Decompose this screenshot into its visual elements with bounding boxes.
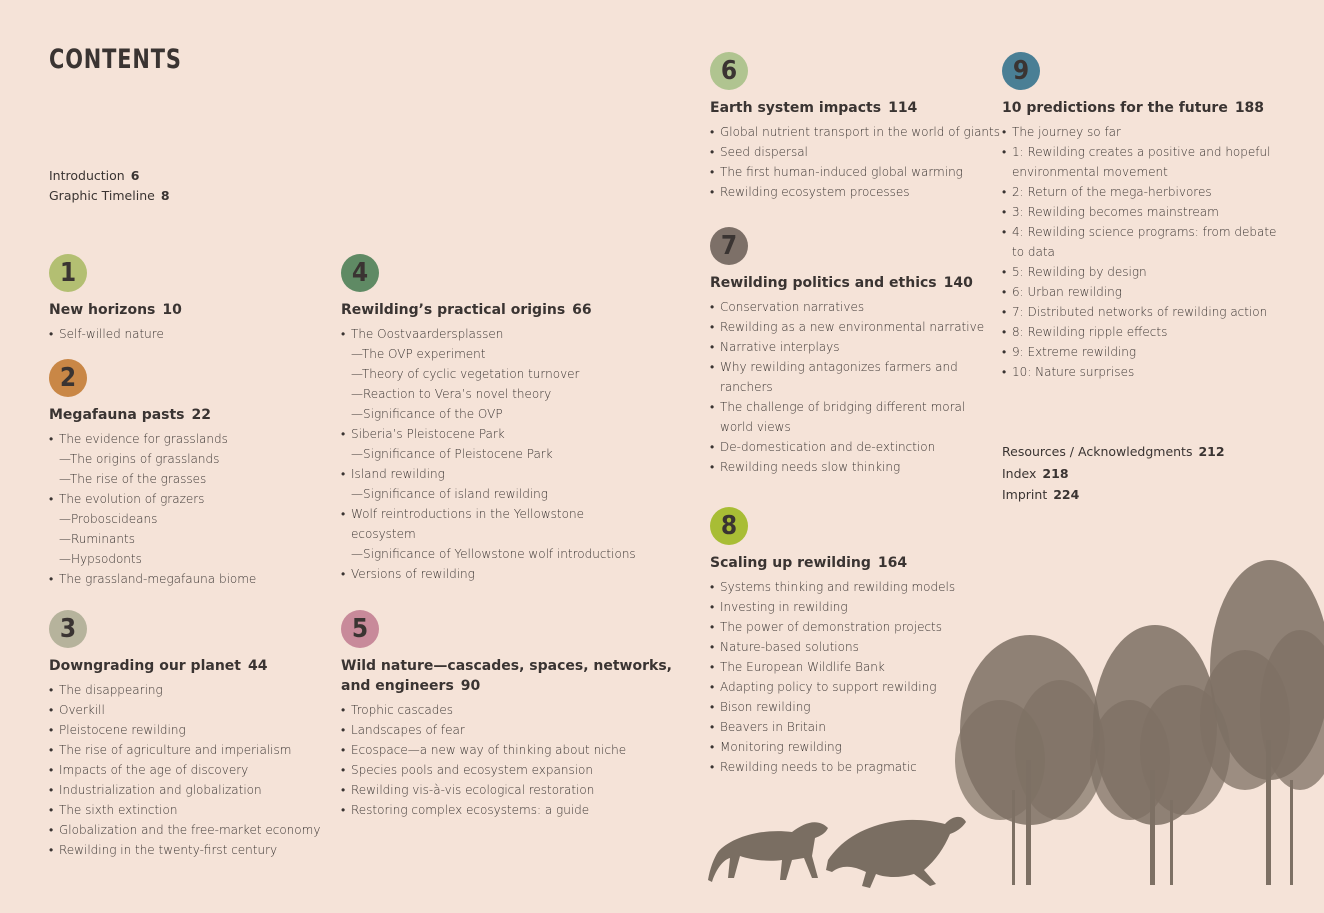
section-item: • Rewilding needs to be pragmatic bbox=[710, 757, 955, 777]
section-item: • Overkill bbox=[49, 700, 320, 720]
section-item: • Restoring complex ecosystems: a guide bbox=[341, 800, 672, 820]
frontmatter-list bbox=[49, 166, 170, 205]
chapter-number-badge: 6 bbox=[710, 52, 748, 90]
chapter-title-text: Rewilding politics and ethics bbox=[710, 275, 937, 291]
chapter-number-badge: 1 bbox=[49, 254, 87, 292]
section-item: • Global nutrient transport in the world of giants bbox=[710, 122, 1000, 142]
section-item: • Bison rewilding bbox=[710, 697, 955, 717]
chapter-5 bbox=[341, 610, 672, 820]
section-item: • Seed dispersal bbox=[710, 142, 1000, 162]
entry-page: 6 bbox=[130, 168, 140, 183]
section-item: • The first human-induced global warming bbox=[710, 162, 1000, 182]
subsection-item: —Proboscideans bbox=[59, 512, 158, 526]
section-item: • Nature-based solutions bbox=[710, 637, 955, 657]
section-item: • Ecospace—a new way of thinking about niche bbox=[341, 740, 672, 760]
subsection-item: —Hypsodonts bbox=[59, 552, 142, 566]
section-item: • Impacts of the age of discovery bbox=[49, 760, 320, 780]
chapter-7 bbox=[710, 227, 984, 477]
subsection-item: —Significance of Pleistocene Park bbox=[351, 447, 553, 461]
page-title: CONTENTS bbox=[49, 44, 182, 75]
section-item: • The sixth extinction bbox=[49, 800, 320, 820]
section-item: • 7: Distributed networks of rewilding action bbox=[1002, 302, 1276, 322]
section-item: • The rise of agriculture and imperialism bbox=[49, 740, 320, 760]
backmatter-entry bbox=[1002, 484, 1225, 506]
section-item: • Investing in rewilding bbox=[710, 597, 955, 617]
chapter-section-list bbox=[1002, 122, 1276, 382]
section-item: • Conservation narratives bbox=[710, 297, 984, 317]
subsection-item: —Significance of island rewilding bbox=[351, 487, 548, 501]
section-item: • Rewilding as a new environmental narrative bbox=[710, 317, 984, 337]
subsection-item: —Significance of the OVP bbox=[351, 407, 503, 421]
section-item: • The Oostvaardersplassen bbox=[341, 324, 636, 344]
section-item: • Monitoring rewilding bbox=[710, 737, 955, 757]
section-item: • Siberia’s Pleistocene Park bbox=[341, 424, 636, 444]
chapter-number-badge: 9 bbox=[1002, 52, 1040, 90]
section-item: • 9: Extreme rewilding bbox=[1002, 342, 1276, 362]
chapter-section-list bbox=[49, 429, 256, 589]
section-item: • The evidence for grasslands bbox=[49, 429, 256, 449]
chapter-page-number: 66 bbox=[572, 302, 592, 318]
section-item: • Pleistocene rewilding bbox=[49, 720, 320, 740]
section-item: • Wolf reintroductions in the Yellowstone bbox=[341, 504, 636, 524]
entry-page: 224 bbox=[1053, 487, 1080, 502]
section-item: • Trophic cascades bbox=[341, 700, 672, 720]
chapter-6 bbox=[710, 52, 1000, 202]
chapter-title-text: and engineers bbox=[341, 678, 454, 694]
section-item: • 8: Rewilding ripple effects bbox=[1002, 322, 1276, 342]
chapter-number-badge: 3 bbox=[49, 610, 87, 648]
section-item: • The evolution of grazers bbox=[49, 489, 256, 509]
chapter-number-badge: 5 bbox=[341, 610, 379, 648]
subsection-item: —The OVP experiment bbox=[351, 347, 486, 361]
chapter-title-text: Rewilding’s practical origins bbox=[341, 302, 566, 318]
tree-silhouettes bbox=[955, 560, 1324, 885]
entry-label: Graphic Timeline bbox=[49, 187, 155, 203]
entry-label: Resources / Acknowledgments bbox=[1002, 444, 1193, 459]
wolf-silhouettes bbox=[708, 817, 966, 888]
chapter-1 bbox=[49, 254, 182, 344]
chapter-number-badge: 4 bbox=[341, 254, 379, 292]
section-item: • Beavers in Britain bbox=[710, 717, 955, 737]
chapter-page-number: 114 bbox=[888, 100, 918, 116]
section-item: • 10: Nature surprises bbox=[1002, 362, 1276, 382]
chapter-page-number: 140 bbox=[943, 275, 973, 291]
section-item: • De-domestication and de-extinction bbox=[710, 437, 984, 457]
subsection-item: environmental movement bbox=[1012, 165, 1168, 179]
chapter-2 bbox=[49, 359, 256, 589]
chapter-section-list bbox=[49, 680, 320, 860]
chapter-title bbox=[341, 656, 672, 696]
subsection-item: —Ruminants bbox=[59, 532, 135, 546]
section-item: • 2: Return of the mega-herbivores bbox=[1002, 182, 1276, 202]
section-item: • The disappearing bbox=[49, 680, 320, 700]
chapter-number-badge: 7 bbox=[710, 227, 748, 265]
section-item: • Rewilding in the twenty-first century bbox=[49, 840, 320, 860]
section-item: • 5: Rewilding by design bbox=[1002, 262, 1276, 282]
chapter-number-badge: 8 bbox=[710, 507, 748, 545]
chapter-title-text: 10 predictions for the future bbox=[1002, 100, 1228, 116]
section-item: • Globalization and the free-market economy bbox=[49, 820, 320, 840]
subsection-item: ranchers bbox=[720, 380, 773, 394]
chapter-title-text: Wild nature—cascades, spaces, networks, bbox=[341, 658, 672, 674]
entry-page: 8 bbox=[160, 187, 170, 203]
entry-page: 212 bbox=[1198, 444, 1225, 459]
entry-page: 218 bbox=[1042, 465, 1069, 481]
entry-label: Imprint bbox=[1002, 487, 1048, 502]
subsection-item: ecosystem bbox=[351, 527, 416, 541]
frontmatter-entry bbox=[49, 166, 170, 186]
chapter-page-number: 44 bbox=[247, 658, 268, 674]
chapter-9 bbox=[1002, 52, 1276, 382]
chapter-section-list bbox=[49, 324, 182, 344]
section-item: • The grassland-megafauna biome bbox=[49, 569, 256, 589]
chapter-title-text: Earth system impacts bbox=[710, 100, 882, 116]
section-item: • 3: Rewilding becomes mainstream bbox=[1002, 202, 1276, 222]
section-item: • 6: Urban rewilding bbox=[1002, 282, 1276, 302]
section-item: • The power of demonstration projects bbox=[710, 617, 955, 637]
subsection-item: —Reaction to Vera’s novel theory bbox=[351, 387, 552, 401]
chapter-page-number: 164 bbox=[877, 555, 908, 571]
section-item: • Adapting policy to support rewilding bbox=[710, 677, 955, 697]
chapter-section-list bbox=[710, 297, 984, 477]
chapter-title-text: Scaling up rewilding bbox=[710, 555, 871, 571]
section-item: • Self-willed nature bbox=[49, 324, 182, 344]
chapter-title-text: Downgrading our planet bbox=[49, 658, 241, 674]
entry-label: Index bbox=[1002, 465, 1037, 481]
section-item: • The European Wildlife Bank bbox=[710, 657, 955, 677]
section-item: • Narrative interplays bbox=[710, 337, 984, 357]
section-item: • Rewilding ecosystem processes bbox=[710, 182, 1000, 202]
chapter-section-list bbox=[341, 324, 636, 584]
chapter-page-number: 22 bbox=[191, 407, 211, 423]
chapter-page-number: 188 bbox=[1234, 100, 1265, 116]
subsection-item: —Theory of cyclic vegetation turnover bbox=[351, 367, 580, 381]
trees-and-wolves-illustration bbox=[700, 560, 1324, 913]
section-item: • 4: Rewilding science programs: from debate bbox=[1002, 222, 1276, 242]
chapter-3 bbox=[49, 610, 320, 860]
chapter-section-list bbox=[710, 122, 1000, 202]
subsection-item: world views bbox=[720, 420, 791, 434]
frontmatter-entry bbox=[49, 186, 170, 206]
section-item: • Rewilding needs slow thinking bbox=[710, 457, 984, 477]
backmatter-list bbox=[1002, 441, 1225, 506]
chapter-title-text: New horizons bbox=[49, 302, 156, 318]
chapter-title bbox=[49, 405, 256, 425]
entry-label: Introduction bbox=[49, 168, 125, 183]
section-item: • 1: Rewilding creates a positive and hopeful bbox=[1002, 142, 1276, 162]
chapter-section-list bbox=[341, 700, 672, 820]
section-item: • Industrialization and globalization bbox=[49, 780, 320, 800]
chapter-title bbox=[710, 98, 1000, 118]
section-item: • Landscapes of fear bbox=[341, 720, 672, 740]
chapter-page-number: 90 bbox=[460, 678, 481, 694]
section-item: • The journey so far bbox=[1002, 122, 1276, 142]
chapter-number-badge: 2 bbox=[49, 359, 87, 397]
backmatter-entry bbox=[1002, 463, 1225, 485]
chapter-4 bbox=[341, 254, 636, 584]
chapter-title bbox=[49, 300, 182, 320]
chapter-title bbox=[341, 300, 636, 320]
chapter-title bbox=[1002, 98, 1276, 118]
section-item: • Island rewilding bbox=[341, 464, 636, 484]
section-item: • The challenge of bridging different moral bbox=[710, 397, 984, 417]
section-item: • Versions of rewilding bbox=[341, 564, 636, 584]
subsection-item: —Significance of Yellowstone wolf introductions bbox=[351, 547, 636, 561]
section-item: • Systems thinking and rewilding models bbox=[710, 577, 955, 597]
chapter-page-number: 10 bbox=[162, 302, 182, 318]
section-item: • Rewilding vis-à-vis ecological restoration bbox=[341, 780, 672, 800]
section-item: • Why rewilding antagonizes farmers and bbox=[710, 357, 984, 377]
chapter-title-text: Megafauna pasts bbox=[49, 407, 185, 423]
subsection-item: —The origins of grasslands bbox=[59, 452, 220, 466]
chapter-title bbox=[49, 656, 320, 676]
chapter-title bbox=[710, 273, 984, 293]
section-item: • Species pools and ecosystem expansion bbox=[341, 760, 672, 780]
subsection-item: to data bbox=[1012, 245, 1055, 259]
subsection-item: —The rise of the grasses bbox=[59, 472, 207, 486]
backmatter-entry bbox=[1002, 441, 1225, 463]
